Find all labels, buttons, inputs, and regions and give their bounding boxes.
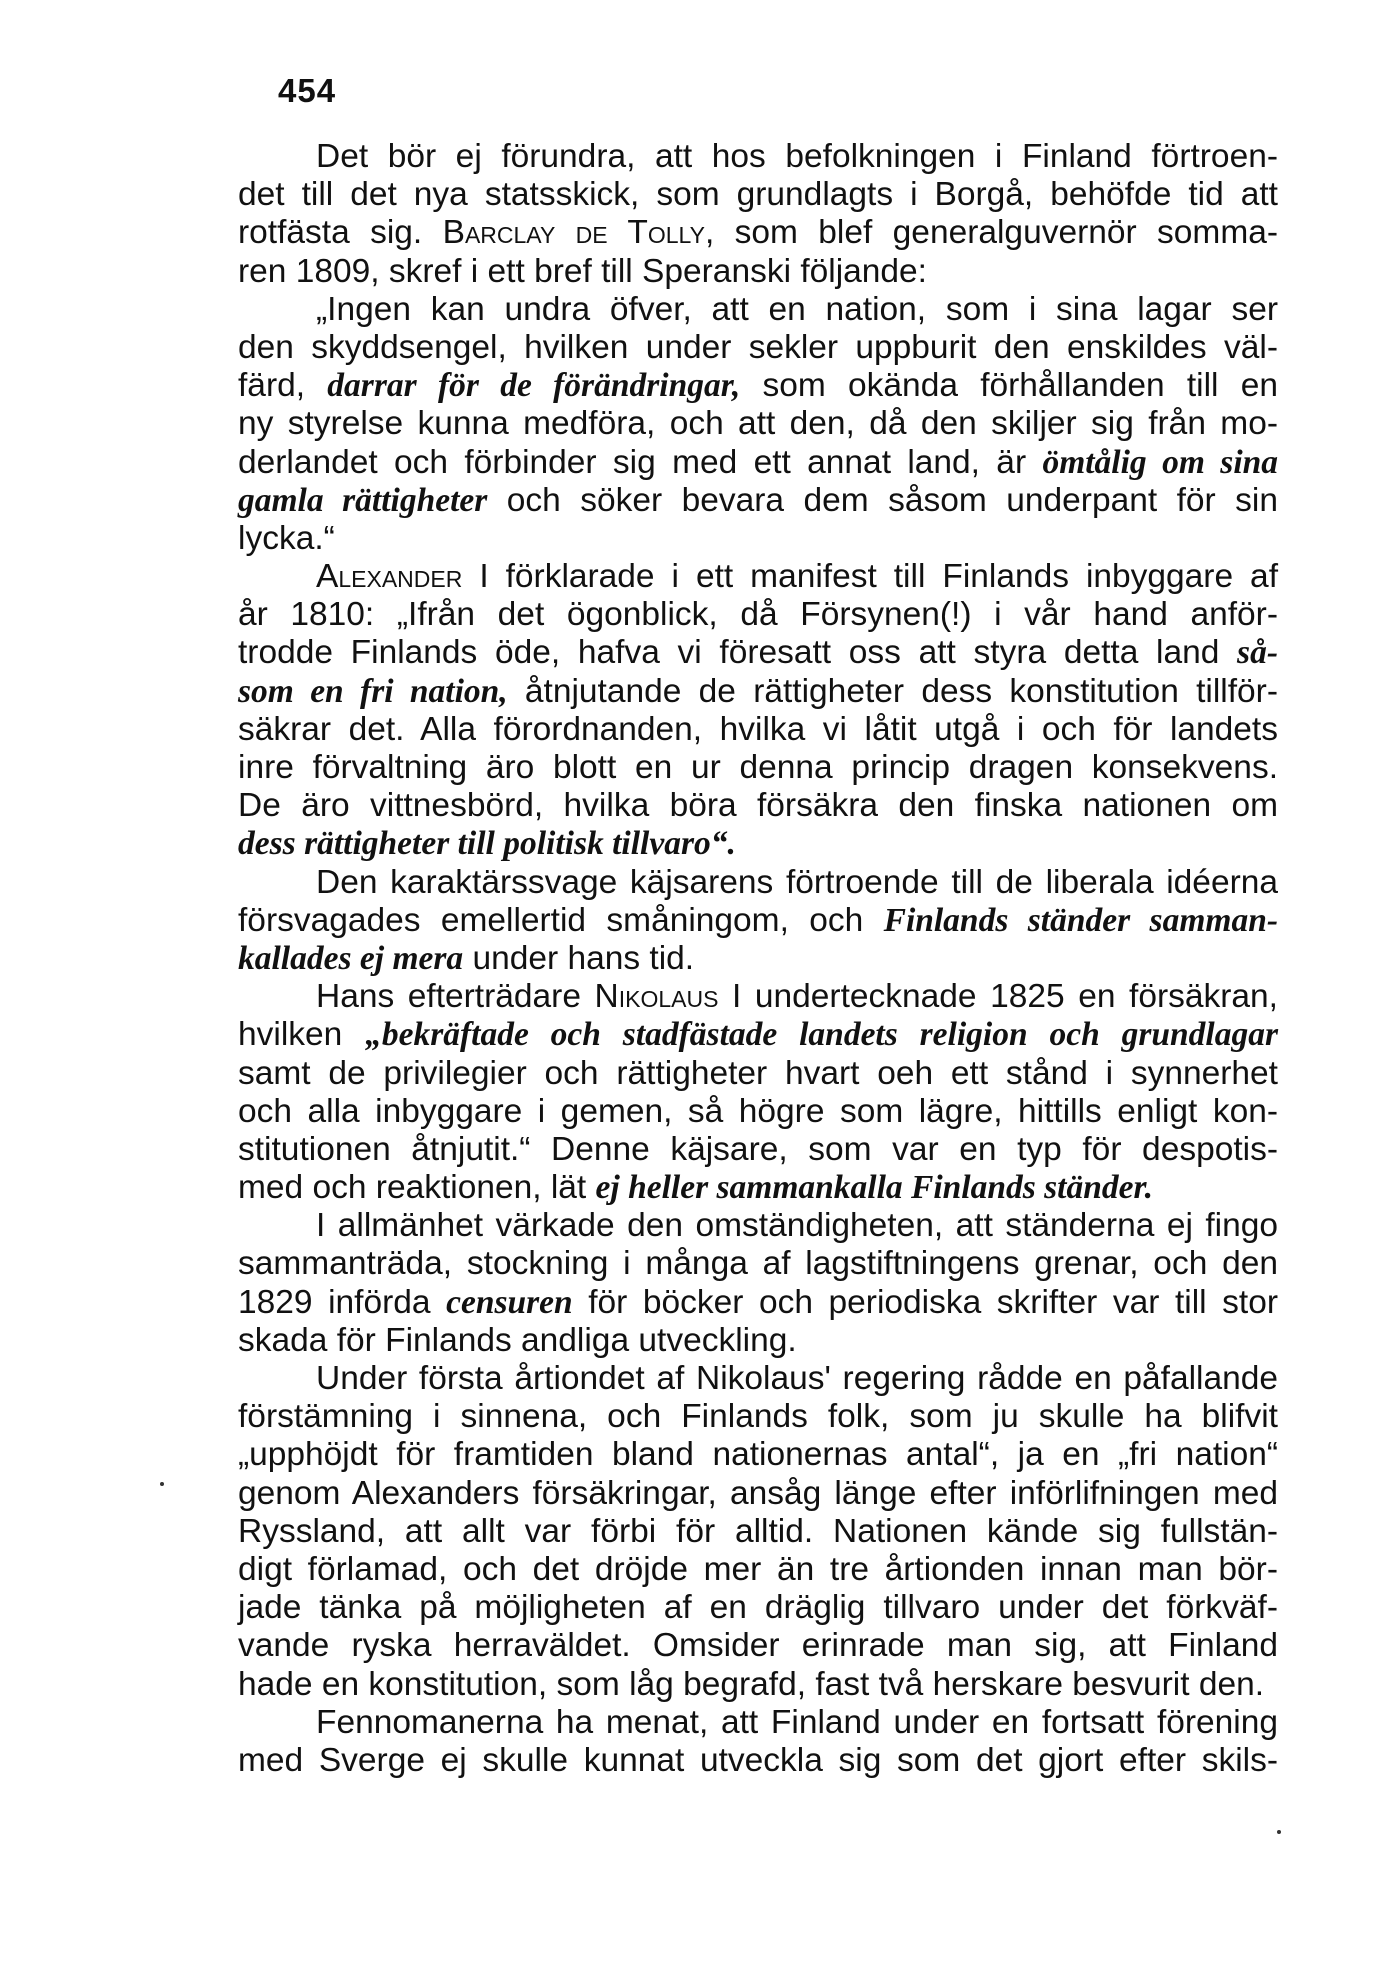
text-line (238, 1360, 1278, 1398)
text-segment: hade en konstitution, som låg begrafd, fast två herskare besvurit den. (238, 1665, 1265, 1703)
text-segment: rotfästa sig. (238, 214, 443, 252)
text-segment: sammanträda, stockning i många af lagstiftningens grenar, och den (238, 1245, 1278, 1283)
emphasis-text: som en fri nation, (238, 672, 508, 710)
text-segment: „upphöjdt för framtiden bland nationernas antal“, ja en „fri nation“ (238, 1436, 1278, 1474)
text-line (238, 787, 1278, 825)
text-segment: digt förlamad, och det dröjde mer än tre årtionden innan man bör- (238, 1550, 1278, 1588)
text-line (238, 1475, 1278, 1513)
text-line (238, 253, 1278, 291)
text-segment: Fennomanerna ha menat, att Finland under en fortsatt förening (316, 1703, 1278, 1741)
text-segment: och söker bevara dem såsom underpant för sin (487, 481, 1278, 519)
text-line (238, 1245, 1278, 1283)
emphasis-text: ej heller sammankalla Finlands ständer. (595, 1169, 1154, 1207)
text-line (238, 902, 1278, 940)
text-segment: I förklarade i ett manifest till Finlands inbyggare af (462, 558, 1278, 596)
text-segment: ren 1809, skref i ett bref till Speranski följande: (238, 252, 927, 290)
person-name: Nikolaus (594, 978, 719, 1016)
text-line (238, 1513, 1278, 1551)
emphasis-text: dess rättigheter till politisk tillvaro“. (238, 825, 736, 863)
text-segment: det till det nya statsskick, som grundlagts i Borgå, behöfde tid att (238, 176, 1278, 214)
text-segment: , som blef generalguvernör somma- (704, 214, 1279, 252)
text-segment: 1829 införda (238, 1283, 447, 1321)
text-body (238, 138, 1278, 1780)
text-segment: för böcker och periodiska skrifter var till stor (572, 1283, 1278, 1321)
text-segment: „Ingen kan undra öfver, att en nation, som i sina lagar ser (316, 290, 1278, 328)
text-line (238, 749, 1278, 787)
text-segment: med Sverge ej skulle kunnat utveckla sig som det gjort efter skils- (238, 1741, 1278, 1779)
text-line (238, 1284, 1278, 1322)
text-segment: Det bör ej förundra, att hos befolkningen i Finland förtroen- (316, 138, 1278, 175)
text-line (238, 711, 1278, 749)
text-line (238, 1016, 1278, 1054)
text-segment: som okända förhållanden till en (740, 367, 1278, 405)
text-line (238, 291, 1278, 329)
text-line (238, 444, 1278, 482)
emphasis-text: så- (1237, 634, 1278, 672)
text-segment: försvagades emellertid småningom, och (238, 901, 884, 939)
text-segment: trodde Finlands öde, hafva vi föresatt oss att styra detta land (238, 634, 1238, 672)
text-line (238, 634, 1278, 672)
text-segment: stitutionen åtnjutit.“ Denne käjsare, som var en typ för despotis- (238, 1130, 1278, 1168)
text-segment: I undertecknade 1825 en försäkran, (718, 978, 1278, 1016)
emphasis-text: „bekräftade och stadfästade landets religion och grundlagar (365, 1016, 1278, 1054)
text-segment: och alla inbyggare i gemen, så högre som lägre, hittills enligt kon- (238, 1092, 1278, 1130)
text-segment: den skyddsengel, hvilken under sekler uppburit den enskildes väl- (238, 328, 1278, 366)
text-line (238, 1436, 1278, 1474)
text-line (238, 596, 1278, 634)
emphasis-text: ömtålig om sina (1042, 443, 1279, 481)
text-line (238, 138, 1278, 176)
text-segment: I allmänhet värkade den omständigheten, att ständerna ej fingo (316, 1207, 1278, 1245)
text-line (238, 940, 1278, 978)
text-line (238, 1055, 1278, 1093)
text-line (238, 482, 1278, 520)
text-line (238, 1093, 1278, 1131)
text-line (238, 176, 1278, 214)
text-line (238, 405, 1278, 443)
text-segment: år 1810: „Ifrån det ögonblick, då Försynen(!) i vår hand anför- (238, 596, 1278, 634)
text-line (238, 1666, 1278, 1704)
text-segment: De äro vittnesbörd, hvilka böra försäkra den finska nationen om (238, 787, 1278, 825)
text-segment: Under första årtiondet af Nikolaus' regering rådde en påfallande (316, 1360, 1278, 1397)
text-segment: jade tänka på möjligheten af en dräglig tillvaro under det förkväf- (238, 1589, 1278, 1627)
text-segment: inre förvaltning äro blott en ur denna princip dragen konsekvens. (238, 749, 1278, 786)
text-line (238, 1131, 1278, 1169)
text-line (238, 214, 1278, 252)
text-line (238, 1322, 1278, 1360)
text-segment: lycka.“ (238, 519, 335, 557)
text-segment: förstämning i sinnena, och Finlands folk, som ju skulle ha blifvit (238, 1398, 1278, 1436)
text-line (238, 1589, 1278, 1627)
text-line (238, 329, 1278, 367)
text-line (238, 978, 1278, 1016)
text-segment: Hans efterträdare (316, 978, 595, 1016)
emphasis-text: gamla rättigheter (238, 481, 488, 519)
text-line (238, 825, 1278, 863)
emphasis-text: kallades ej mera (238, 939, 464, 977)
stray-mark (1277, 1830, 1281, 1834)
text-segment: åtnjutande de rättigheter dess konstitution tillför- (507, 672, 1278, 710)
emphasis-text: Finlands ständer samman- (883, 901, 1278, 939)
text-line (238, 864, 1278, 902)
text-line (238, 520, 1278, 558)
person-name: Barclay de Tolly (442, 214, 705, 252)
text-segment: vande ryska herraväldet. Omsider erinrade man sig, att Finland (238, 1627, 1278, 1665)
text-line (238, 673, 1278, 711)
text-line (238, 1169, 1278, 1207)
text-segment: Den karaktärssvage käjsarens förtroende till de liberala idéerna (316, 863, 1278, 901)
text-segment: ny styrelse kunna medföra, och att den, då den skiljer sig från mo- (238, 405, 1278, 443)
text-segment: med och reaktionen, lät (238, 1169, 596, 1207)
stray-mark (160, 1482, 164, 1486)
text-line (238, 558, 1278, 596)
text-line (238, 1627, 1278, 1665)
text-segment: Ryssland, att allt var förbi för alltid. Nationen kände sig fullstän- (238, 1512, 1278, 1550)
page-number: 454 (278, 72, 337, 109)
text-segment: samt de privilegier och rättigheter hvart oeh ett stånd i synnerhet (238, 1054, 1278, 1092)
text-line (238, 367, 1278, 405)
text-line (238, 1551, 1278, 1589)
text-segment: skada för Finlands andliga utveckling. (238, 1321, 797, 1359)
text-segment: under hans tid. (463, 939, 695, 977)
emphasis-text: censuren (446, 1283, 573, 1321)
text-line (238, 1704, 1278, 1742)
text-line (238, 1398, 1278, 1436)
text-segment: derlandet och förbinder sig med ett annat land, är (238, 443, 1043, 481)
person-name: Alexander (316, 558, 463, 596)
emphasis-text: darrar för de förändringar, (327, 367, 741, 405)
text-segment: genom Alexanders försäkringar, ansåg länge efter införlifningen med (238, 1474, 1278, 1512)
text-segment: hvilken (238, 1016, 366, 1054)
text-line (238, 1742, 1278, 1780)
text-segment: säkrar det. Alla förordnanden, hvilka vi låtit utgå i och för landets (238, 710, 1278, 748)
text-line (238, 1207, 1278, 1245)
text-segment: färd, (238, 367, 328, 405)
